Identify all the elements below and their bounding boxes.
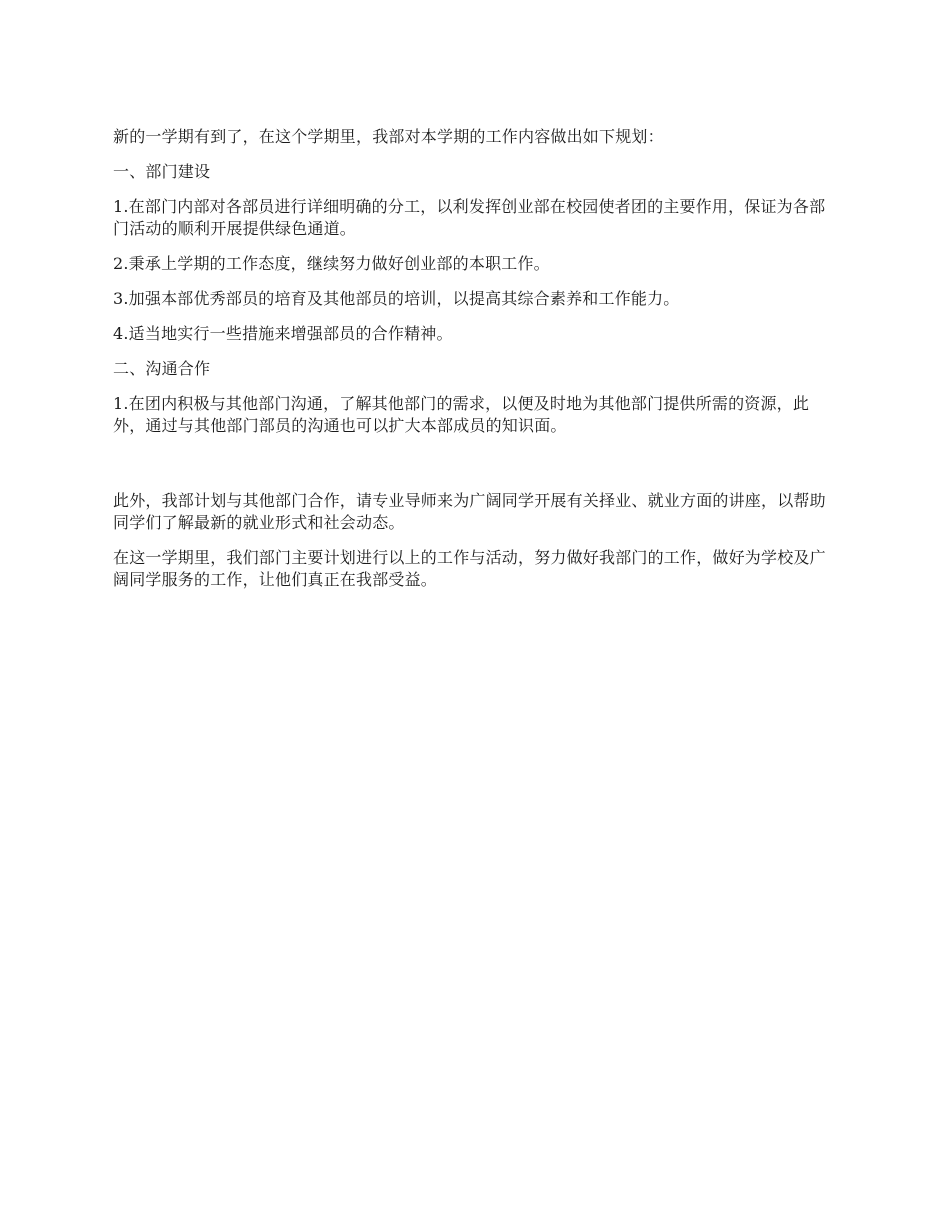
blank-gap — [113, 450, 841, 490]
list-item-2: 2.秉承上学期的工作态度，继续努力做好创业部的本职工作。 — [113, 254, 550, 273]
section-heading-department-building: 一、部门建设 — [113, 162, 211, 181]
list-item-4: 4.适当地实行一些措施来增强部员的合作精神。 — [113, 324, 453, 343]
closing-paragraph: 在这一学期里，我们部门主要计划进行以上的工作与活动，努力做好我部门的工作，做好为学校及广阔同学服务的工作，让他们真正在我部受益。 — [113, 548, 826, 589]
intro-paragraph: 新的一学期有到了，在这个学期里，我部对本学期的工作内容做出如下规划： — [113, 127, 664, 146]
list-item-1: 1.在部门内部对各部员进行详细明确的分工，以利发挥创业部在校园使者团的主要作用，保证为各部门活动的顺利开展提供绿色通道。 — [113, 197, 826, 238]
cooperation-paragraph: 此外，我部计划与其他部门合作，请专业导师来为广阔同学开展有关择业、就业方面的讲座，以帮助同学们了解最新的就业形式和社会动态。 — [113, 491, 826, 532]
communication-item-1: 1.在团内积极与其他部门沟通，了解其他部门的需求，以便及时地为其他部门提供所需的资源，此外，通过与其他部门部员的沟通也可以扩大本部成员的知识面。 — [113, 394, 810, 435]
document-body — [113, 126, 841, 604]
section-heading-communication: 二、沟通合作 — [113, 359, 211, 378]
list-item-3: 3.加强本部优秀部员的培育及其他部员的培训，以提高其综合素养和工作能力。 — [113, 289, 680, 308]
